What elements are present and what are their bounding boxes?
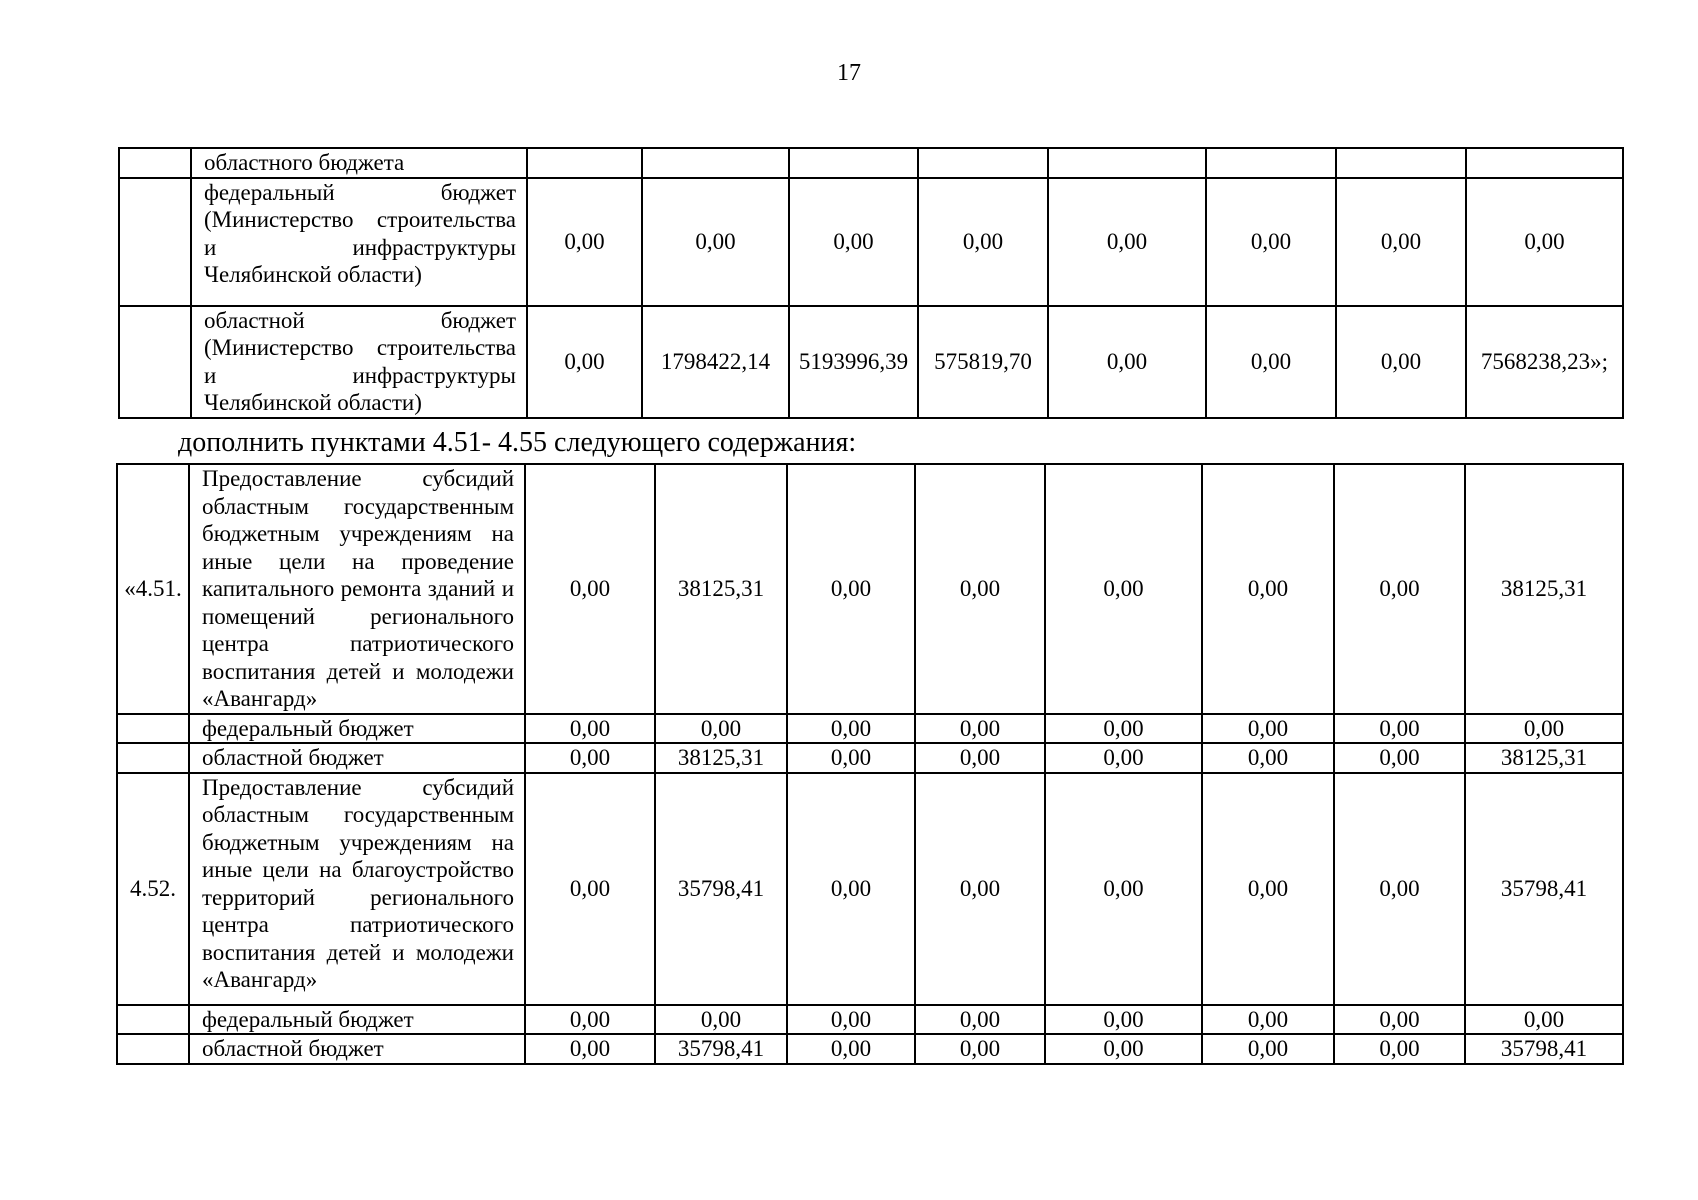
value-cell: 0,00	[787, 743, 915, 773]
row-name: федеральный бюджет	[189, 1005, 525, 1035]
value-cell: 0,00	[915, 1034, 1045, 1064]
value-cell: 0,00	[787, 773, 915, 1005]
value-cell: 0,00	[918, 178, 1048, 306]
value-cell: 0,00	[1336, 178, 1466, 306]
row-name: федеральный бюджет	[189, 714, 525, 744]
row-name: федеральный бюджет (Министерство строительства и инфраструктуры Челябинской области)	[191, 178, 527, 306]
value-cell: 0,00	[1048, 178, 1206, 306]
value-cell: 0,00	[1334, 464, 1465, 714]
table-row	[119, 178, 1623, 306]
value-cell: 0,00	[1334, 714, 1465, 744]
value-cell	[918, 148, 1048, 178]
value-cell: 35798,41	[1465, 1034, 1623, 1064]
budget-table-continued	[118, 147, 1624, 419]
value-cell: 35798,41	[1465, 773, 1623, 1005]
value-cell: 0,00	[1202, 464, 1334, 714]
row-name: Предоставление субсидий областным государственным бюджетным учреждениям на иные цели на благоустройство территорий регионального центра патриотического воспитания детей и молодежи «Авангард»	[189, 773, 525, 1005]
item-row	[117, 464, 1623, 714]
value-cell: 0,00	[1048, 306, 1206, 418]
value-cell: 0,00	[787, 464, 915, 714]
value-cell: 0,00	[525, 464, 655, 714]
row-index	[117, 1034, 189, 1064]
row-name: областной бюджет	[189, 743, 525, 773]
value-cell: 0,00	[1045, 1005, 1202, 1035]
value-cell: 0,00	[655, 714, 787, 744]
value-cell: 0,00	[1206, 306, 1336, 418]
row-name: Предоставление субсидий областным государственным бюджетным учреждениям на иные цели на проведение капитального ремонта зданий и помещений регионального центра патриотического воспитания детей и молодежи «Авангард»	[189, 464, 525, 714]
value-cell: 0,00	[1206, 178, 1336, 306]
value-cell	[1048, 148, 1206, 178]
value-cell: 0,00	[1202, 1005, 1334, 1035]
row-index: «4.51.	[117, 464, 189, 714]
value-cell: 0,00	[1466, 178, 1623, 306]
value-cell: 0,00	[655, 1005, 787, 1035]
value-cell: 7568238,23»;	[1466, 306, 1623, 418]
value-cell: 38125,31	[1465, 464, 1623, 714]
value-cell: 1798422,14	[642, 306, 789, 418]
value-cell: 0,00	[1334, 743, 1465, 773]
value-cell	[1336, 148, 1466, 178]
row-index: 4.52.	[117, 773, 189, 1005]
value-cell: 38125,31	[655, 464, 787, 714]
row-index	[117, 1005, 189, 1035]
value-cell: 0,00	[1045, 773, 1202, 1005]
row-index	[119, 178, 191, 306]
value-cell: 0,00	[1045, 1034, 1202, 1064]
table-row	[117, 1034, 1623, 1064]
value-cell: 0,00	[642, 178, 789, 306]
row-index	[119, 306, 191, 418]
value-cell: 35798,41	[655, 773, 787, 1005]
row-index	[117, 743, 189, 773]
budget-table-new-items	[116, 463, 1624, 1065]
row-name: областной бюджет (Министерство строительства и инфраструктуры Челябинской области)	[191, 306, 527, 418]
value-cell	[527, 148, 642, 178]
value-cell: 38125,31	[1465, 743, 1623, 773]
value-cell: 0,00	[789, 178, 918, 306]
value-cell: 0,00	[527, 306, 642, 418]
value-cell	[1206, 148, 1336, 178]
value-cell: 0,00	[525, 773, 655, 1005]
item-row	[117, 773, 1623, 1005]
value-cell: 0,00	[787, 714, 915, 744]
value-cell: 0,00	[1334, 773, 1465, 1005]
value-cell: 0,00	[525, 1005, 655, 1035]
row-index	[119, 148, 191, 178]
value-cell: 0,00	[915, 714, 1045, 744]
value-cell: 0,00	[1202, 1034, 1334, 1064]
value-cell	[789, 148, 918, 178]
value-cell: 575819,70	[918, 306, 1048, 418]
value-cell: 0,00	[915, 743, 1045, 773]
table-row	[117, 1005, 1623, 1035]
value-cell: 0,00	[1202, 773, 1334, 1005]
value-cell: 0,00	[1202, 714, 1334, 744]
value-cell: 0,00	[1334, 1034, 1465, 1064]
value-cell: 0,00	[1045, 464, 1202, 714]
value-cell	[642, 148, 789, 178]
row-name: областной бюджет	[189, 1034, 525, 1064]
table-body	[119, 148, 1623, 418]
value-cell: 0,00	[1045, 714, 1202, 744]
table-row	[119, 306, 1623, 418]
value-cell: 0,00	[787, 1005, 915, 1035]
insert-instruction: дополнить пунктами 4.51- 4.55 следующего содержания:	[178, 427, 857, 458]
value-cell	[1466, 148, 1623, 178]
value-cell: 0,00	[1336, 306, 1466, 418]
table-row	[119, 148, 1623, 178]
value-cell: 0,00	[915, 773, 1045, 1005]
value-cell: 0,00	[1465, 1005, 1623, 1035]
value-cell: 35798,41	[655, 1034, 787, 1064]
value-cell: 0,00	[915, 1005, 1045, 1035]
value-cell: 0,00	[787, 1034, 915, 1064]
page-number: 17	[837, 60, 861, 86]
row-index	[117, 714, 189, 744]
table-row	[117, 714, 1623, 744]
row-name: областного бюджета	[191, 148, 527, 178]
value-cell: 0,00	[525, 743, 655, 773]
value-cell: 0,00	[525, 1034, 655, 1064]
table-body	[117, 464, 1623, 1064]
value-cell: 0,00	[1045, 743, 1202, 773]
value-cell: 0,00	[525, 714, 655, 744]
value-cell: 5193996,39	[789, 306, 918, 418]
value-cell: 0,00	[527, 178, 642, 306]
value-cell: 0,00	[1465, 714, 1623, 744]
value-cell: 0,00	[1334, 1005, 1465, 1035]
value-cell: 0,00	[915, 464, 1045, 714]
table-row	[117, 743, 1623, 773]
value-cell: 38125,31	[655, 743, 787, 773]
value-cell: 0,00	[1202, 743, 1334, 773]
